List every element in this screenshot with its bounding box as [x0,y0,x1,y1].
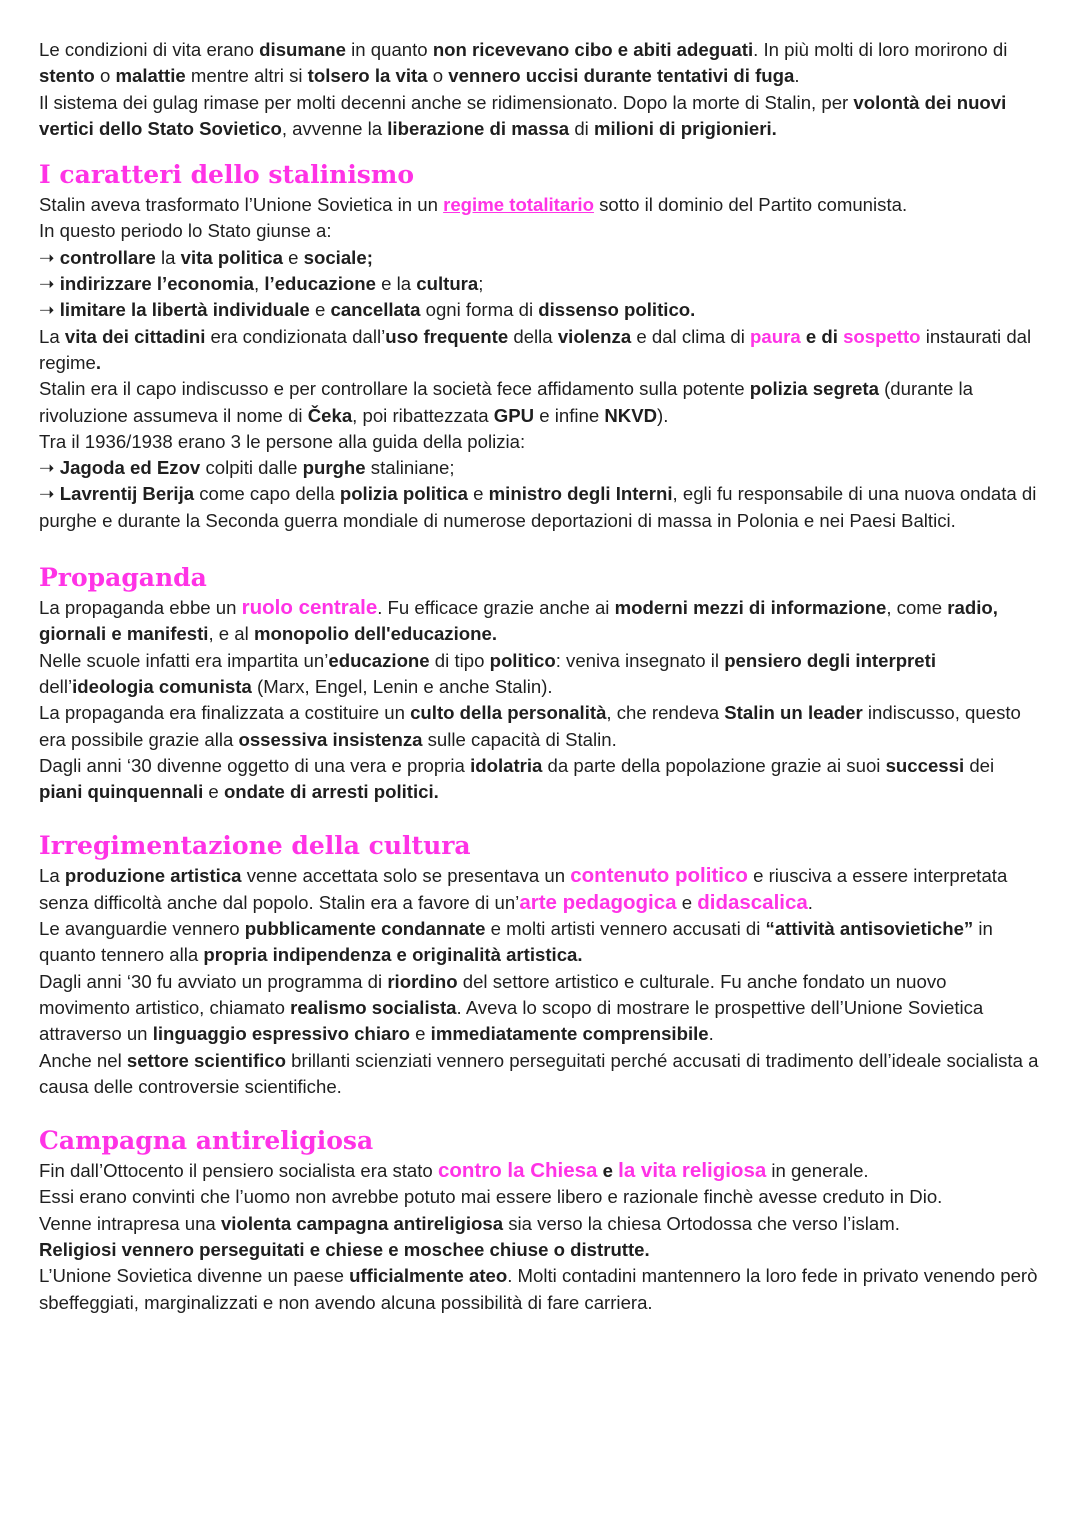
bold-text: ufficialmente ateo [349,1265,508,1287]
text-run: dell’ [39,675,73,697]
text-run: . [807,891,813,913]
bold-text: stento [39,65,95,87]
text-run: La [39,325,65,347]
bold-text: disumane [259,39,346,60]
text-run: In questo periodo lo Stato giunse a: [39,220,332,242]
text-run: ➝ [39,273,60,295]
text-run: , come [886,597,948,619]
text-run: ). [657,404,669,426]
paragraph [39,271,1039,297]
text-run: . [794,65,800,87]
text-run: La propaganda ebbe un [39,597,242,619]
text-run: . [708,1023,714,1045]
text-run: in quanto tennero alla [39,918,993,966]
bold-text: controllare [59,246,156,268]
text-run: e la [375,273,417,295]
bold-text: cultura [416,273,479,295]
text-run: brillanti scienziati vennero perseguitati perché accusati di tradimento dell’ideale socialista a causa delle controversie scientifiche. [39,1049,1039,1097]
bold-text: propria indipendenza e originalità artistica. [203,944,583,966]
text-run: ➝ [39,299,60,321]
bold-text: linguaggio espressivo chiaro [152,1023,410,1045]
text-run: staliniane; [365,457,455,479]
text-run: Stalin aveva trasformato l’Unione Sovietica in un [39,194,444,216]
bold-text: culto della personalità [410,702,607,724]
text-run: , avvenne la [281,117,388,139]
paragraph [39,1184,1039,1210]
text-run: dei [964,754,995,776]
bold-text: successi [885,754,965,776]
text-run: ➝ [39,246,60,268]
text-run: e [676,891,698,913]
text-run: Stalin era il capo indiscusso e per controllare la società fece affidamento sulla potente [39,378,750,400]
text-run: sotto il dominio del Partito comunista. [593,194,908,216]
sections-container [39,158,1039,1316]
text-run: . Molti contadini mantennero la loro fede in privato venendo però sbeffeggiati, marginalizzati e non avendo alcuna possibilità di fare carriera. [39,1265,1038,1313]
text-run: e infine [534,404,605,426]
bold-text: ministro degli Interni [488,483,673,505]
paragraph [39,297,1039,323]
paragraph [39,753,1039,806]
text-run: , egli fu responsabile di una nuova ondata di purghe e durante la Seconda guerra mondiale di numerose deportazioni di massa in Polonia e nei Paesi Baltici. [39,483,1037,531]
text-run: : veniva insegnato il [555,649,725,671]
paragraph [39,429,1039,455]
paragraph [39,595,1039,648]
paragraph [39,192,1039,218]
text-run: Il sistema dei gulag rimase per molti decenni anche se ridimensionato. Dopo la morte di Stalin, per [39,91,854,113]
text-run: e [467,483,489,505]
paragraph [39,481,1039,534]
paragraph [39,648,1039,701]
paragraph [39,1237,1039,1263]
bold-text: immediatamente comprensibile [430,1023,709,1045]
bold-text: piani quinquennali [39,781,204,803]
text-run: Tra il 1936/1938 erano 3 le persone alla guida della polizia: [39,430,526,452]
section-heading: Irregimentazione della cultura [39,831,471,861]
paragraph [39,863,1039,916]
paragraph [39,1048,1039,1101]
bold-text: milioni di prigionieri. [593,117,777,139]
text-run: Venne intrapresa una [39,1212,221,1234]
paragraph [39,916,1039,969]
section-heading: Campagna antireligiosa [39,1126,374,1156]
text-run: colpiti dalle [200,457,303,479]
text-run: Le avanguardie vennero [39,918,245,940]
bold-text: violenza [557,325,632,347]
text-run: e dal clima di [631,325,751,347]
section-heading: Propaganda [39,563,207,593]
bold-text: indirizzare l’economia [59,273,255,295]
highlight-link[interactable]: regime totalitario [443,194,594,216]
text-run: e [282,246,304,268]
text-run: o [427,65,449,87]
bold-text: uso frequente [385,325,509,347]
bold-text: limitare la libertà individuale [59,299,310,321]
text-run: sulle capacità di Stalin. [422,728,617,750]
text-run: e [309,299,331,321]
paragraph [39,1211,1039,1237]
bold-text: cancellata [330,299,421,321]
section-religione [39,1124,1039,1316]
bold-text: purghe [302,457,366,479]
text-run: Le condizioni di vita erano [39,39,260,60]
bold-text: moderni mezzi di informazione [614,597,887,619]
bold-text: . [95,351,102,373]
text-run: ➝ [39,457,60,479]
paragraph [39,324,1039,377]
paragraph [39,245,1039,271]
bold-text: ondate di arresti politici. [223,781,439,803]
bold-text: Čeka [307,404,353,426]
text-run: . In più molti di loro morirono di [753,39,1008,60]
text-run: come capo della [194,483,340,505]
bold-text: vita dei cittadini [64,325,206,347]
bold-text: “attività antisovietiche” [765,918,974,940]
text-run: Essi erano convinti che l’uomo non avrebbe potuto mai essere libero e razionale finchè avesse creduto in Dio. [39,1186,943,1208]
bold-text: l’educazione [264,273,376,295]
paragraph [39,218,1039,244]
bold-text: pensiero degli interpreti [724,649,936,671]
text-run: instaurati dal regime [39,325,1032,373]
paragraph [39,1263,1039,1316]
text-run: mentre altri si [185,65,308,87]
intro-paragraph [39,90,1039,143]
paragraph [39,1158,1039,1184]
text-run: in generale. [766,1160,869,1182]
section-stalinismo [39,158,1039,534]
paragraph [39,700,1039,753]
bold-text: polizia segreta [749,378,879,400]
text-run: indiscusso, questo era possibile grazie alla [39,702,1021,750]
text-run: della [508,325,558,347]
text-run: La propaganda era finalizzata a costituire un [39,702,411,724]
text-run: Nelle scuole infatti era impartita un’ [39,649,329,671]
highlight-text: arte pedagogica [519,890,677,914]
intro-paragraph [39,37,1039,90]
paragraph [39,455,1039,481]
bold-text: NKVD [604,404,658,426]
text-run: Dagli anni ‘30 fu avviato un programma di [39,970,388,992]
bold-text: pubblicamente condannate [244,918,486,940]
text-run: sia verso la chiesa Ortodossa che verso l’islam. [503,1212,900,1234]
text-run: era condizionata dall’ [205,325,386,347]
bold-text: Lavrentij Berija [59,483,195,505]
text-run: di [569,117,594,139]
bold-text: ideologia comunista [72,675,252,697]
bold-text: e di [800,325,844,347]
text-run: La [39,865,65,887]
text-run: . Fu efficace grazie anche ai [377,597,615,619]
bold-text: non ricevevano cibo e abiti adeguati [432,39,754,60]
text-run: ; [478,273,484,295]
bold-text: polizia politica [339,483,468,505]
bold-text: vennero uccisi durante tentativi di fuga [448,65,795,87]
text-run: o [94,65,116,87]
text-run: e riusciva a essere interpretata senza difficoltà anche dal popolo. Stalin era a favore di un’ [39,865,1008,913]
paragraph [39,969,1039,1048]
highlight-text: ruolo centrale [241,596,378,620]
section-propaganda [39,561,1039,805]
bold-text: educazione [328,649,430,671]
paragraph [39,376,1039,429]
text-run: e [203,781,224,803]
text-run: in quanto [345,39,433,60]
section-heading: I caratteri dello stalinismo [39,160,415,190]
bold-text: idolatria [470,754,543,776]
highlight-text: paura [750,325,801,347]
highlight-text: contro la Chiesa [437,1159,598,1183]
text-run: L’Unione Sovietica divenne un paese [39,1265,350,1287]
bold-text: Jagoda ed Ezov [59,457,201,479]
text-run: (durante la rivoluzione assumeva il nome di [39,378,974,426]
text-run: ogni forma di [420,299,539,321]
section-cultura [39,829,1039,1100]
bold-text: GPU [493,404,535,426]
text-run: e [409,1023,431,1045]
bold-text: vita politica [180,246,283,268]
bold-text: sociale; [303,246,373,268]
intro-section [39,37,1039,142]
text-run: (Marx, Engel, Lenin e anche Stalin). [251,675,553,697]
bold-text: radio, giornali e manifesti [39,597,998,645]
text-run: da parte della popolazione grazie ai suoi [542,754,886,776]
text-run: di tipo [429,649,490,671]
bold-text: monopolio dell'educazione. [253,623,497,645]
bold-text: settore scientifico [126,1049,287,1071]
text-run: . Aveva lo scopo di mostrare le prospettive dell’Unione Sovietica attraverso un [39,996,984,1045]
bold-text: Religiosi vennero perseguitati e chiese e moschee chiuse o distrutte. [39,1238,650,1260]
highlight-text: didascalica [697,890,808,914]
text-run: venne accettata solo se presentava un [241,865,571,887]
highlight-text: contenuto politico [570,864,748,888]
text-run: , che rendeva [606,702,725,724]
text-run: , [254,273,265,295]
bold-text: ossessiva insistenza [238,728,423,750]
highlight-text: sospetto [843,325,921,347]
highlight-text: la vita religiosa [618,1159,767,1183]
text-run: Fin dall’Ottocento il pensiero socialista era stato [39,1160,438,1182]
bold-text: malattie [115,65,186,87]
bold-text: realismo socialista [290,996,457,1018]
bold-text: e [597,1160,619,1182]
text-run: Dagli anni ‘30 divenne oggetto di una vera e propria [39,754,471,776]
bold-text: liberazione di massa [387,117,570,139]
bold-text: Stalin un leader [724,702,863,724]
text-run: del settore artistico e culturale. Fu anche fondato un nuovo movimento artistico, chiamato [39,970,947,1018]
document-page [39,37,1039,1316]
text-run: Anche nel [39,1049,127,1071]
text-run: la [155,246,181,268]
bold-text: tolsero la vita [307,65,428,87]
text-run: ➝ [39,483,60,505]
text-run: e molti artisti vennero accusati di [485,918,766,940]
bold-text: politico [489,649,556,671]
bold-text: violenta campagna antireligiosa [220,1212,504,1234]
bold-text: volontà dei nuovi vertici dello Stato Sovietico [39,91,1007,139]
text-run: , poi ribattezzata [352,404,494,426]
bold-text: riordino [387,970,458,992]
text-run: , e al [208,623,254,645]
bold-text: dissenso politico. [538,299,696,321]
bold-text: produzione artistica [64,865,242,887]
